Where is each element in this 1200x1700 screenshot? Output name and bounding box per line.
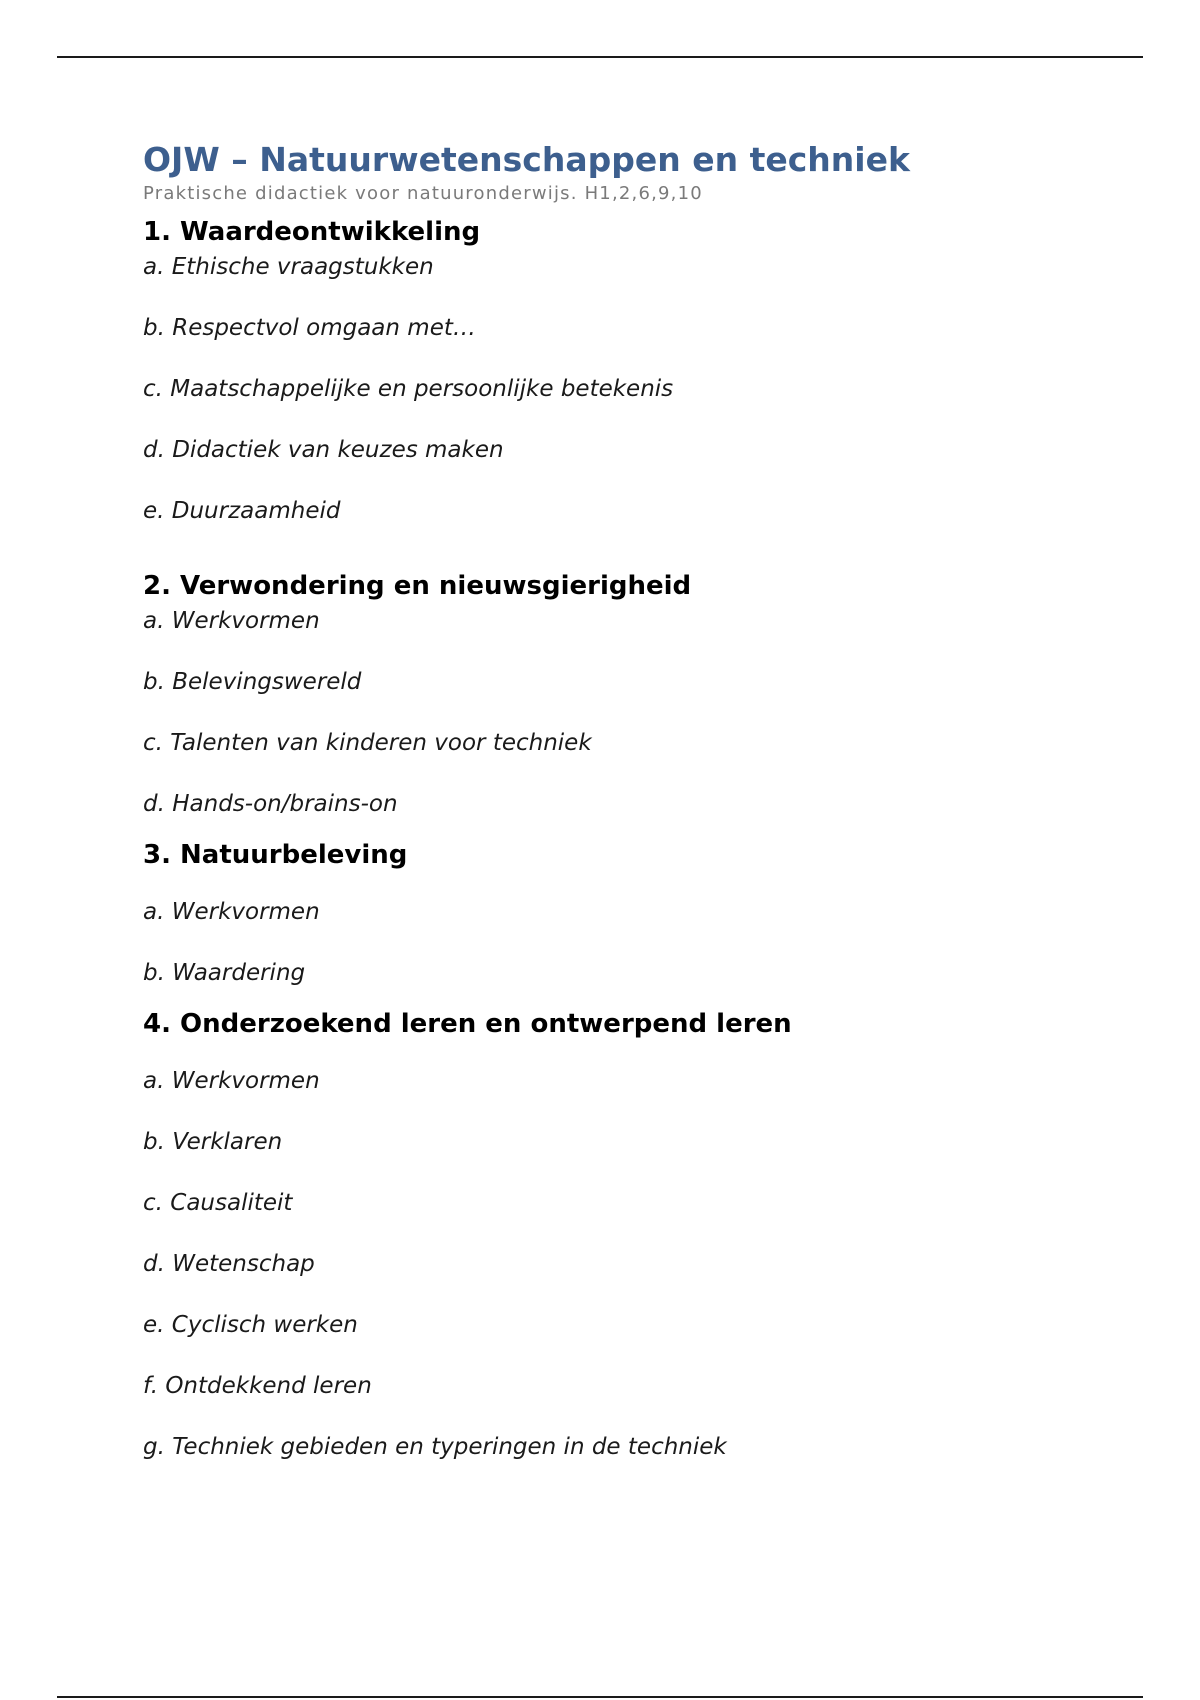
section-heading: 1. Waardeontwikkeling <box>143 217 481 247</box>
list-item: e. Duurzaamheid <box>143 498 341 524</box>
list-item: d. Wetenschap <box>143 1251 315 1277</box>
list-item: a. Werkvormen <box>143 608 320 634</box>
document-body <box>143 138 1103 1491</box>
document-subtitle: Praktische didactiek voor natuuronderwijs. H1,2,6,9,10 <box>143 183 703 204</box>
section-natuurbeleving <box>143 837 1103 1006</box>
document-title: OJW – Natuurwetenschappen en techniek <box>143 140 910 179</box>
section-items <box>143 250 1103 558</box>
list-item: c. Maatschappelijke en persoonlijke betekenis <box>143 376 674 402</box>
list-item: a. Werkvormen <box>143 899 320 925</box>
section-onderzoekend-leren <box>143 1006 1103 1491</box>
section-waardeontwikkeling <box>143 214 1103 558</box>
section-items <box>143 895 1103 1006</box>
list-item: c. Talenten van kinderen voor techniek <box>143 730 592 756</box>
section-items <box>143 1064 1103 1491</box>
section-heading: 4. Onderzoekend leren en ontwerpend leren <box>143 1009 792 1039</box>
list-item: b. Respectvol omgaan met… <box>143 315 476 341</box>
section-verwondering <box>143 568 1103 837</box>
section-heading: 2. Verwondering en nieuwsgierigheid <box>143 571 692 601</box>
list-item: b. Waardering <box>143 960 306 986</box>
list-item: b. Belevingswereld <box>143 669 362 695</box>
list-item: b. Verklaren <box>143 1129 283 1155</box>
list-item: a. Ethische vraagstukken <box>143 254 434 280</box>
list-item: c. Causaliteit <box>143 1190 293 1216</box>
list-item: a. Werkvormen <box>143 1068 320 1094</box>
list-item: f. Ontdekkend leren <box>143 1373 372 1399</box>
top-rule <box>57 56 1143 58</box>
list-item: g. Techniek gebieden en typeringen in de techniek <box>143 1434 727 1460</box>
list-item: e. Cyclisch werken <box>143 1312 358 1338</box>
bottom-rule <box>57 1696 1143 1698</box>
section-items <box>143 604 1103 837</box>
section-heading: 3. Natuurbeleving <box>143 840 408 870</box>
list-item: d. Hands-on/brains-on <box>143 791 398 817</box>
list-item: d. Didactiek van keuzes maken <box>143 437 504 463</box>
